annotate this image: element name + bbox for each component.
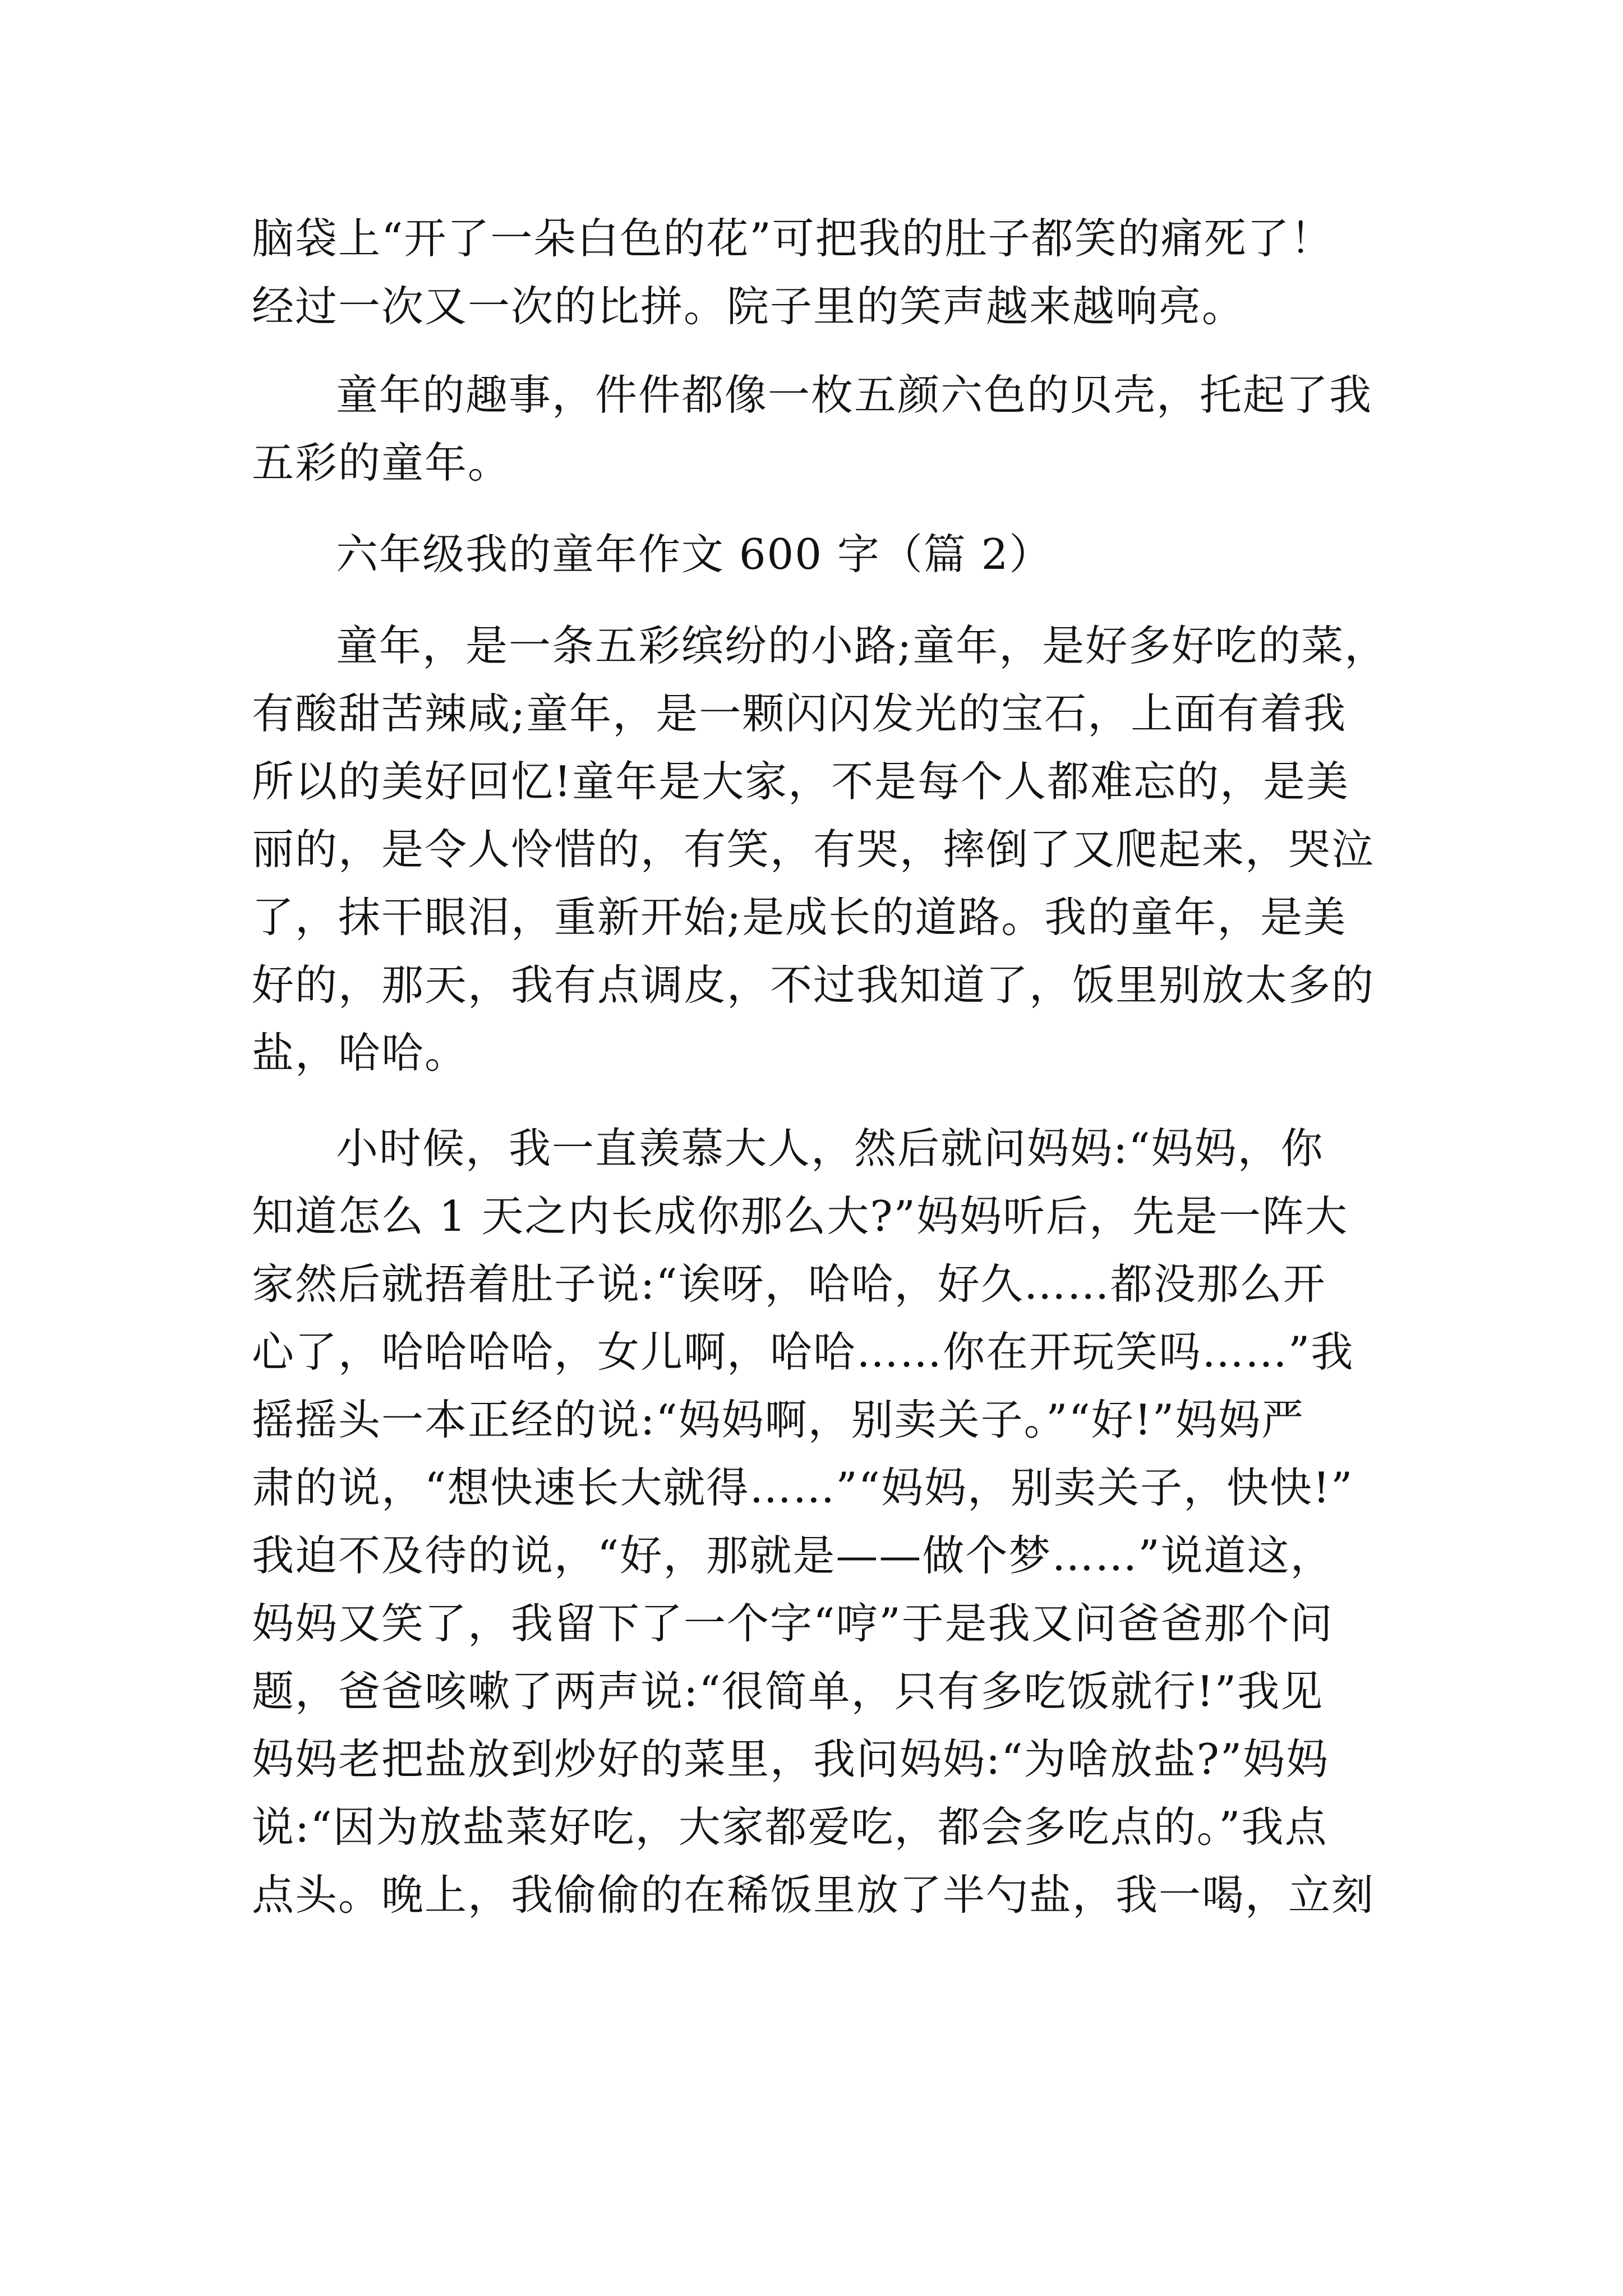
- paragraph-line: 妈妈老把盐放到炒好的菜里，我问妈妈:“为啥放盐?”妈妈: [252, 1734, 1330, 1784]
- paragraph-line: 我迫不及待的说，“好，那就是——做个梦……”说道这，: [252, 1531, 1334, 1580]
- paragraph-1: [252, 205, 1396, 341]
- article-heading: [252, 521, 1396, 588]
- paragraph-line: 小时候，我一直羡慕大人，然后就问妈妈:“妈妈，你: [336, 1124, 1324, 1173]
- paragraph-line: 题，爸爸咳嗽了两声说:“很简单，只有多吃饭就行!”我见: [252, 1667, 1324, 1716]
- paragraph-4: [252, 1115, 1396, 1929]
- paragraph-line: 盐，哈哈。: [252, 1028, 468, 1078]
- paragraph-line: 点头。晚上，我偷偷的在稀饭里放了半勺盐，我一喝，立刻: [252, 1870, 1375, 1920]
- paragraph-line: 妈妈又笑了，我留下了一个字“哼”于是我又问爸爸那个问: [252, 1599, 1334, 1648]
- paragraph-line: 童年的趣事，件件都像一枚五颜六色的贝壳，托起了我: [336, 370, 1373, 420]
- paragraph-line: 知道怎么 1 天之内长成你那么大?”妈妈听后，先是一阵大: [252, 1191, 1348, 1241]
- paragraph-line: 摇摇头一本正经的说:“妈妈啊，别卖关子。”“好!”妈妈严: [252, 1395, 1305, 1444]
- paragraph-line: 好的，那天，我有点调皮，不过我知道了，饭里别放太多的: [252, 960, 1375, 1010]
- paragraph-line: 五彩的童年。: [252, 438, 511, 487]
- paragraph-line: 了，抹干眼泪，重新开始;是成长的道路。我的童年，是美: [252, 892, 1347, 942]
- article-title: 六年级我的童年作文 600 字（篇 2）: [336, 530, 1053, 579]
- paragraph-line: 丽的，是令人怜惜的，有笑，有哭，摔倒了又爬起来，哭泣: [252, 825, 1375, 874]
- paragraph-line: 肃的说，“想快速长大就得……”“妈妈，别卖关子，快快!”: [252, 1463, 1354, 1512]
- paragraph-2: [252, 361, 1396, 497]
- paragraph-line: 家然后就捂着肚子说:“诶呀，哈哈，好久……都没那么开: [252, 1259, 1326, 1309]
- paragraph-line: 经过一次又一次的比拼。院子里的笑声越来越响亮。: [252, 282, 1246, 331]
- paragraph-line: 童年，是一条五彩缤纷的小路;童年，是好多好吃的菜，: [336, 621, 1388, 670]
- paragraph-3: [252, 612, 1396, 1087]
- article-body: [252, 205, 1396, 1929]
- paragraph-line: 有酸甜苦辣咸;童年，是一颗闪闪发光的宝石，上面有着我: [252, 689, 1347, 738]
- paragraph-line: 心了，哈哈哈哈，女儿啊，哈哈……你在开玩笑吗……”我: [252, 1327, 1354, 1377]
- paragraph-line: 脑袋上“开了一朵白色的花”可把我的肚子都笑的痛死了！: [252, 214, 1334, 263]
- paragraph-line: 所以的美好回忆!童年是大家，不是每个人都难忘的，是美: [252, 757, 1350, 806]
- paragraph-line: 说:“因为放盐菜好吃，大家都爱吃，都会多吃点的。”我点: [252, 1802, 1328, 1852]
